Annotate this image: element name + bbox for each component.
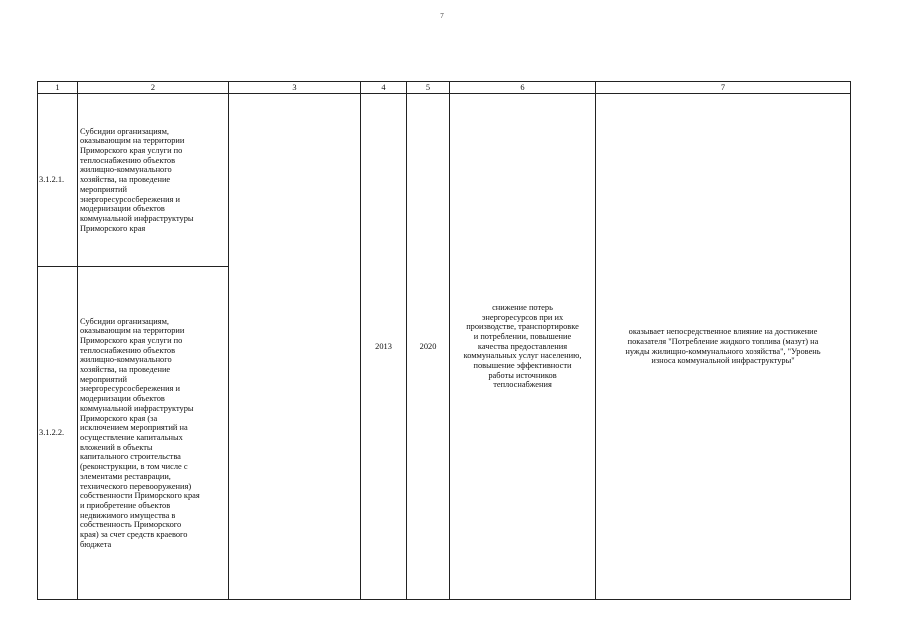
measure-number: 3.1.2.1. [38,94,78,267]
page-number: 7 [440,12,444,20]
column-header-7: 7 [596,82,851,94]
column-header-4: 4 [361,82,407,94]
table-row [38,94,851,267]
column-header-1: 1 [38,82,78,94]
measure-number: 3.1.2.2. [38,267,78,600]
executor-cell [229,94,361,600]
measure-description: Субсидии организациям, оказывающим на территории Приморского края услуги по теплоснабжению объектов жилищно-коммунального хозяйства, на проведение мероприятий энергоресурсосбережения и модернизации объектов коммунальной инфраструктуры Приморского края [78,94,229,267]
indicator-impact-cell: оказывает непосредственное влияние на достижение показателя "Потребление жидкого топлива (мазут) на нужды жилищно-коммунального хозяйства", "Уровень износа коммунальной инфраструктуры" [596,94,851,600]
start-year-cell: 2013 [361,94,407,600]
column-header-6: 6 [450,82,596,94]
end-year-cell: 2020 [407,94,450,600]
expected-result-cell: снижение потерь энергоресурсов при их производстве, транспортировке и потреблении, повышение качества предоставления коммунальных услуг населению, повышение эффективности работы источников теплоснабжения [450,94,596,600]
column-number-row [38,82,851,94]
column-header-2: 2 [78,82,229,94]
measure-description: Субсидии организациям, оказывающим на территории Приморского края услуги по теплоснабжению объектов жилищно-коммунального хозяйства, на проведение мероприятий энергоресурсосбережения и модернизации объектов коммунальной инфраструктуры Приморского края (за исключением мероприятий на осуществление капитальных вложений в объекты капитального строительства (реконструкции, в том числе с элементами реставрации, технического перевооружения) собственности Приморского края и приобретение объектов недвижимого имущества в собственность Приморского края) за счет средств краевого бюджета [78,267,229,600]
column-header-3: 3 [229,82,361,94]
column-header-5: 5 [407,82,450,94]
program-measures-table [37,81,851,600]
